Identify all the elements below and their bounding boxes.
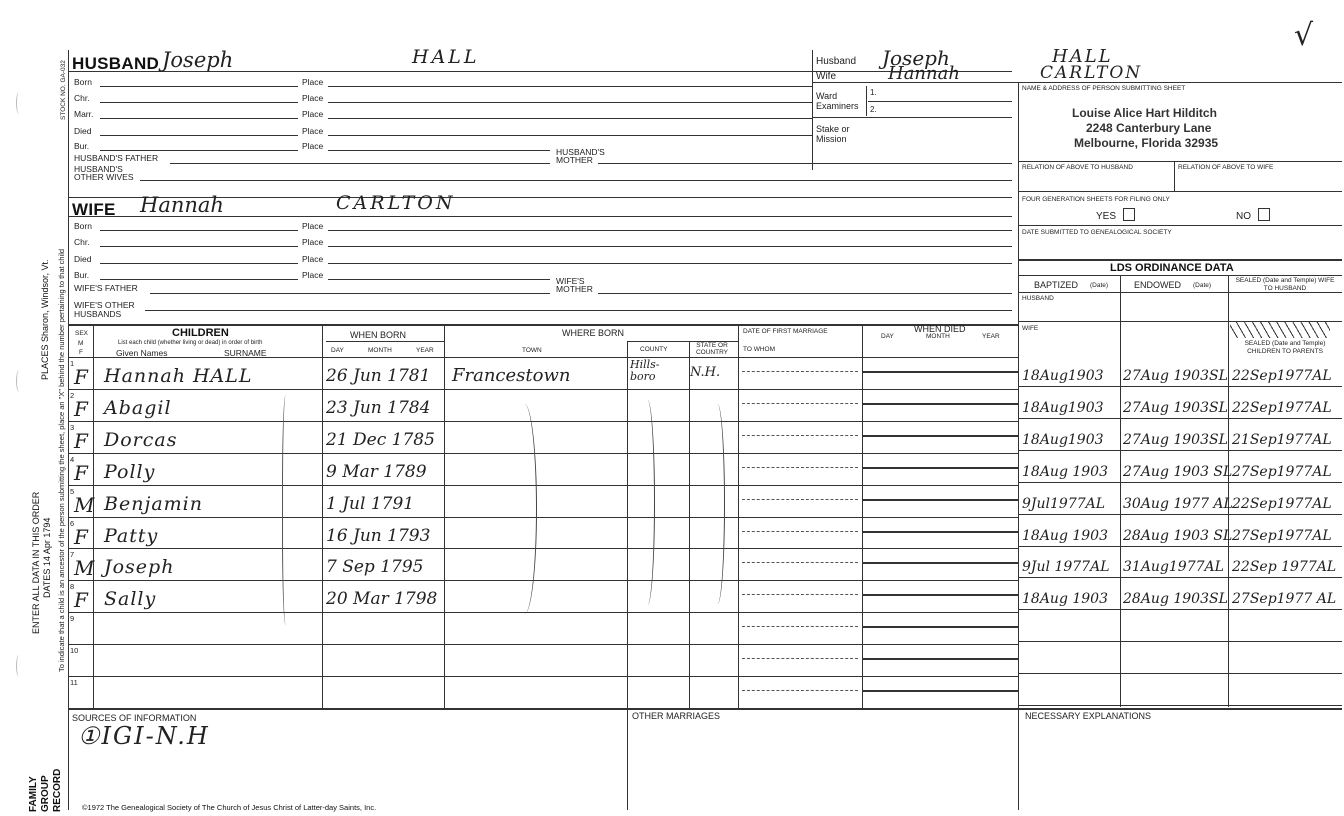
child-name[interactable]: Joseph <box>104 556 175 579</box>
places-note: PLACES Sharon, Windsor, Vt. <box>40 259 50 380</box>
family-group-record-1: FAMILY <box>28 776 39 812</box>
child-sealed[interactable]: 21Sep1977AL <box>1232 431 1332 448</box>
rule <box>68 644 1018 645</box>
rule <box>68 708 1342 710</box>
submitter-name: Louise Alice Hart Hilditch <box>1072 106 1217 120</box>
punch-mark <box>16 655 22 677</box>
wife-place-label: Place <box>302 254 324 264</box>
marriage-date-line <box>742 435 858 436</box>
child-number: 4 <box>70 454 75 464</box>
rule <box>1018 418 1342 419</box>
child-sealed[interactable]: 27Sep1977 AL <box>1232 591 1337 608</box>
ditto-mark <box>282 395 291 625</box>
husband-place-label: Place <box>302 109 324 119</box>
child-sex[interactable]: M <box>74 556 95 581</box>
sources-value[interactable]: ①IGI-N.H <box>78 722 210 750</box>
relation-wife-label: RELATION OF ABOVE TO WIFE <box>1178 164 1274 171</box>
child-sex[interactable]: F <box>74 588 88 613</box>
form-left-border <box>68 50 69 810</box>
ward-label: Ward <box>816 91 838 101</box>
col-children-instruction: List each child (whether living or dead) in order of birth <box>118 340 263 346</box>
husband-event-label: Died <box>74 126 92 136</box>
marriage-date-line <box>742 690 858 691</box>
child-birth-date[interactable]: 16 Jun 1793 <box>326 525 431 546</box>
husband-place-label: Place <box>302 93 324 103</box>
marriage-date-line <box>742 371 858 372</box>
child-sealed[interactable]: 22Sep 1977AL <box>1232 559 1337 576</box>
submitter-city: Melbourne, Florida 32935 <box>1074 136 1219 150</box>
rule <box>1018 259 1342 261</box>
child-endowed[interactable]: 27Aug 1903 SL <box>1123 463 1233 480</box>
child-endowed[interactable]: 27Aug 1903SL <box>1123 368 1228 384</box>
examiner-2: 2. <box>870 105 877 114</box>
rule <box>145 310 1012 311</box>
wife-father-label: WIFE'S FATHER <box>74 283 138 293</box>
child-number: 3 <box>70 422 75 432</box>
header-divider <box>812 50 813 170</box>
child-name[interactable]: Polly <box>104 460 156 483</box>
examiners-label: Examiners <box>816 101 859 111</box>
rule-v <box>1228 275 1229 707</box>
explanations-label: NECESSARY EXPLANATIONS <box>1025 711 1152 721</box>
child-number: 2 <box>70 390 75 400</box>
death-date-line <box>862 594 1018 596</box>
punch-mark <box>16 370 22 392</box>
other-marriages-label: OTHER MARRIAGES <box>632 711 721 721</box>
rule <box>68 216 1012 217</box>
child-sealed[interactable]: 27Sep1977AL <box>1232 463 1332 480</box>
rule-v <box>1120 275 1121 707</box>
child-baptized[interactable]: 9Jul 1977AL <box>1022 559 1110 576</box>
husband-mother-label: HUSBAND'S MOTHER <box>556 147 605 165</box>
yes-label: YES <box>1096 211 1117 222</box>
child-birth-date[interactable]: 9 Mar 1789 <box>326 461 427 482</box>
rule <box>1018 225 1342 226</box>
wife-mother-label: WIFE'S MOTHER <box>556 276 593 294</box>
rule <box>150 293 550 294</box>
rule <box>68 485 1018 486</box>
col-died-year: YEAR <box>982 333 1000 340</box>
rule <box>326 341 444 342</box>
wife-event-label: Bur. <box>74 270 90 280</box>
rule <box>100 86 298 87</box>
death-date-line <box>862 467 1018 469</box>
wife-place-label: Place <box>302 221 324 231</box>
header-wife-given[interactable]: Hannah <box>888 63 960 84</box>
rule <box>328 150 550 151</box>
husband-given-name[interactable]: Joseph <box>162 48 234 72</box>
rule-v <box>1174 161 1175 191</box>
wife-place-label: Place <box>302 237 324 247</box>
stake-label: Stake or Mission <box>816 124 850 144</box>
death-date-line <box>862 371 1018 373</box>
rule <box>100 246 298 247</box>
child-birth-date[interactable]: 23 Jun 1784 <box>326 397 431 418</box>
lds-baptized-date: (Date) <box>1090 282 1109 289</box>
wife-place-label: Place <box>302 270 324 280</box>
rule-v <box>866 86 867 116</box>
header-husband-given[interactable]: Joseph <box>882 46 950 70</box>
child-endowed[interactable]: 31Aug1977AL <box>1123 559 1224 576</box>
no-label: NO <box>1236 211 1251 222</box>
marriage-date-line <box>742 562 858 563</box>
rule <box>68 676 1018 677</box>
rule <box>328 135 812 136</box>
child-sealed[interactable]: 22Sep1977AL <box>1232 495 1332 512</box>
husband-event-label: Bur. <box>74 141 90 151</box>
rule <box>1018 705 1342 706</box>
col-when-died: WHEN DIED <box>914 324 966 334</box>
col-county: COUNTY <box>640 346 668 353</box>
ancestor-instruction: To indicate that a child is an ancestor of the person submitting the sheet, place an "X" behind the number pertaining to that child <box>57 248 66 672</box>
rule-v <box>627 708 628 810</box>
death-date-line <box>862 435 1018 437</box>
marriage-date-line <box>742 531 858 532</box>
child-baptized[interactable]: 18Aug 1903 <box>1022 527 1108 544</box>
rule <box>100 263 298 264</box>
rule <box>1018 191 1342 192</box>
child-endowed[interactable]: 27Aug 1903SL <box>1123 431 1228 448</box>
lds-sealed-children-label: SEALED (Date and Temple) CHILDREN TO PARENTS <box>1244 340 1326 355</box>
lds-title: LDS ORDINANCE DATA <box>1110 262 1234 274</box>
rule <box>598 163 1012 164</box>
rule <box>68 357 1018 358</box>
rule <box>1018 514 1342 515</box>
rule <box>812 117 1012 118</box>
col-first-marriage: DATE OF FIRST MARRIAGE <box>743 328 828 335</box>
lds-endowed-label: ENDOWED <box>1134 280 1181 290</box>
header-wife-label: Wife <box>816 71 836 82</box>
death-date-line <box>862 403 1018 405</box>
marriage-date-line <box>742 467 858 468</box>
submitter-label: NAME & ADDRESS OF PERSON SUBMITTING SHEET <box>1022 85 1186 92</box>
child-name[interactable]: Dorcas <box>104 428 178 451</box>
ditto-mark <box>640 400 655 605</box>
family-group-record-2: GROUP <box>40 775 51 812</box>
rule <box>1018 673 1342 674</box>
death-date-line <box>862 626 1018 628</box>
wife-event-label: Chr. <box>74 237 90 247</box>
rule <box>1018 292 1342 293</box>
child-birth-county[interactable]: Hills-boro <box>630 358 660 383</box>
child-sealed[interactable]: 22Sep1977AL <box>1232 368 1332 384</box>
rule <box>100 102 298 103</box>
rule <box>812 82 1342 83</box>
child-name[interactable]: Hannah HALL <box>104 365 253 387</box>
wife-other-husbands-label: WIFE'S OTHER HUSBANDS <box>74 300 135 319</box>
wife-given-name[interactable]: Hannah <box>140 193 224 217</box>
lds-husband-row: HUSBAND <box>1022 295 1054 302</box>
rule <box>598 293 1012 294</box>
wife-event-label: Born <box>74 221 92 231</box>
col-state: STATE OR COUNTRY <box>695 342 729 356</box>
rule <box>328 118 812 119</box>
child-birth-date[interactable]: 26 Jun 1781 <box>326 366 431 386</box>
husband-father-label: HUSBAND'S FATHER <box>74 153 159 163</box>
ditto-mark <box>512 404 537 614</box>
husband-event-label: Born <box>74 77 92 87</box>
marriage-date-line <box>742 626 858 627</box>
rule <box>328 279 550 280</box>
child-number: 8 <box>70 582 75 592</box>
wife-surname[interactable]: CARLTON <box>336 192 456 214</box>
col-born-month: MONTH <box>368 347 392 354</box>
col-sex-m: M <box>78 340 84 347</box>
husband-place-label: Place <box>302 77 324 87</box>
husband-place-label: Place <box>302 126 324 136</box>
child-sex[interactable]: F <box>74 365 88 389</box>
child-sex[interactable]: F <box>74 428 88 453</box>
col-sex-f: F <box>79 349 83 356</box>
header-husband-label: Husband <box>816 56 857 67</box>
rule <box>1018 482 1342 483</box>
lds-wife-row: WIFE <box>1022 325 1039 332</box>
col-born-year: YEAR <box>416 347 434 354</box>
child-sex[interactable]: M <box>74 492 95 517</box>
child-baptized[interactable]: 18Aug1903 <box>1022 431 1104 448</box>
child-name[interactable]: Benjamin <box>104 492 203 515</box>
rule <box>100 150 298 151</box>
rule <box>100 135 298 136</box>
child-endowed[interactable]: 30Aug 1977 AL <box>1123 495 1233 512</box>
col-born-day: DAY <box>331 347 344 354</box>
child-birth-date[interactable]: 21 Dec 1785 <box>326 429 435 450</box>
child-birth-date[interactable]: 20 Mar 1798 <box>326 589 438 610</box>
marriage-date-line <box>742 499 858 500</box>
rule <box>1018 641 1342 642</box>
wife-event-label: Died <box>74 254 92 264</box>
copyright: ©1972 The Genealogical Society of The Church of Jesus Christ of Latter-day Saints, Inc. <box>82 803 377 812</box>
rule <box>100 118 298 119</box>
examiner-1: 1. <box>870 88 877 97</box>
child-sex[interactable]: F <box>74 524 88 549</box>
death-date-line <box>862 562 1018 564</box>
rule <box>100 230 298 231</box>
col-sex: SEX <box>75 330 89 337</box>
rule <box>1018 450 1342 451</box>
child-number: 6 <box>70 518 75 528</box>
col-where-born: WHERE BORN <box>562 328 625 338</box>
rule <box>68 548 1018 549</box>
col-town: TOWN <box>522 347 542 354</box>
child-number: 5 <box>70 486 75 496</box>
ditto-mark <box>710 404 725 604</box>
col-died-month: MONTH <box>926 333 950 340</box>
child-number: 9 <box>70 614 75 624</box>
rule-v <box>627 341 628 708</box>
rule <box>140 180 1012 181</box>
child-number: 1 <box>70 359 75 368</box>
four-generation-label: FOUR GENERATION SHEETS FOR FILING ONLY <box>1022 196 1170 203</box>
child-birth-date[interactable]: 7 Sep 1795 <box>326 557 424 578</box>
rule <box>1018 609 1342 610</box>
submitter-street: 2248 Canterbury Lane <box>1086 121 1212 135</box>
rule <box>328 263 1012 264</box>
husband-place-label: Place <box>302 141 324 151</box>
child-number: 10 <box>70 646 79 656</box>
husband-other-wives-label: HUSBAND'S OTHER WIVES <box>74 164 134 182</box>
dates-note: DATES 14 Apr 1794 <box>42 517 52 598</box>
rule <box>868 101 1012 102</box>
rule <box>328 230 1012 231</box>
rule <box>68 580 1018 581</box>
lds-endowed-date: (Date) <box>1193 282 1212 289</box>
rule <box>328 246 1012 247</box>
husband-event-label: Chr. <box>74 93 90 103</box>
rule <box>328 102 812 103</box>
rule <box>68 612 1018 613</box>
punch-mark <box>16 92 22 114</box>
enter-all-note: ENTER ALL DATA IN THIS ORDER <box>31 491 41 634</box>
stock-number: STOCK NO. GA-032 <box>60 60 67 120</box>
child-baptized[interactable]: 18Aug 1903 <box>1022 463 1108 480</box>
child-number: 11 <box>70 678 78 687</box>
child-endowed[interactable]: 27Aug 1903SL <box>1123 399 1228 416</box>
child-sex[interactable]: F <box>74 396 88 421</box>
death-date-line <box>862 531 1018 533</box>
hatched-cell <box>1230 322 1330 338</box>
rule <box>1018 577 1342 578</box>
child-sealed[interactable]: 27Sep1977AL <box>1232 527 1332 544</box>
marriage-date-line <box>742 658 858 659</box>
marriage-date-line <box>742 403 858 404</box>
rule <box>627 341 738 342</box>
rule <box>68 324 1018 326</box>
child-name[interactable]: Patty <box>104 524 159 547</box>
death-date-line <box>862 690 1018 692</box>
relation-husband-label: RELATION OF ABOVE TO HUSBAND <box>1022 164 1133 171</box>
child-sex[interactable]: F <box>74 460 88 485</box>
sources-label: SOURCES OF INFORMATION <box>72 713 197 723</box>
yes-checkbox[interactable] <box>1123 208 1135 221</box>
rule <box>1018 161 1342 162</box>
child-baptized[interactable]: 9Jul1977AL <box>1022 495 1106 512</box>
child-birth-state[interactable]: N.H. <box>690 365 721 380</box>
child-baptized[interactable]: 18Aug 1903 <box>1022 591 1108 608</box>
death-date-line <box>862 658 1018 660</box>
child-number: 7 <box>70 550 75 560</box>
death-date-line <box>862 499 1018 501</box>
child-baptized[interactable]: 18Aug1903 <box>1022 399 1104 416</box>
child-baptized[interactable]: 18Aug1903 <box>1022 368 1104 384</box>
child-name[interactable]: Sally <box>104 588 157 611</box>
child-name[interactable]: Abagil <box>104 396 172 419</box>
rule <box>170 163 550 164</box>
rule <box>68 517 1018 518</box>
rule <box>68 453 1018 454</box>
lds-baptized-label: BAPTIZED <box>1034 280 1079 290</box>
col-to-whom: TO WHOM <box>743 346 776 353</box>
col-children: CHILDREN <box>172 327 229 339</box>
rule <box>328 86 812 87</box>
col-when-born: WHEN BORN <box>350 330 406 340</box>
checkmark: √ <box>1294 18 1314 53</box>
rule <box>68 389 1018 390</box>
col-given-names: Given Names <box>116 348 168 358</box>
col-died-day: DAY <box>881 333 894 340</box>
lds-sealed-wife-label: SEALED (Date and Temple) WIFE TO HUSBAND <box>1235 277 1335 292</box>
no-checkbox[interactable] <box>1258 208 1270 221</box>
col-surname: SURNAME <box>224 348 267 358</box>
child-birth-date[interactable]: 1 Jul 1791 <box>326 493 415 514</box>
marriage-date-line <box>742 594 858 595</box>
husband-heading: HUSBAND <box>72 54 160 73</box>
rule <box>1018 386 1342 387</box>
rule <box>100 279 298 280</box>
child-sealed[interactable]: 22Sep1977AL <box>1232 399 1332 416</box>
date-submitted-label: DATE SUBMITTED TO GENEALOGICAL SOCIETY <box>1022 229 1172 236</box>
wife-heading: WIFE <box>72 200 116 219</box>
child-endowed[interactable]: 28Aug 1903 SL <box>1123 527 1233 544</box>
rule <box>1018 275 1342 276</box>
rule <box>1018 546 1342 547</box>
header-husband-surname[interactable]: HALL <box>1052 46 1113 67</box>
family-group-record-3: RECORD <box>52 768 63 812</box>
rule <box>68 421 1018 422</box>
child-endowed[interactable]: 28Aug 1903SL <box>1123 591 1228 608</box>
rule-v <box>689 341 690 708</box>
husband-surname[interactable]: HALL <box>412 46 480 68</box>
husband-event-label: Marr. <box>74 109 94 119</box>
child-birth-town[interactable]: Francestown <box>452 365 571 386</box>
header-wife-surname[interactable]: CARLTON <box>1040 63 1143 83</box>
